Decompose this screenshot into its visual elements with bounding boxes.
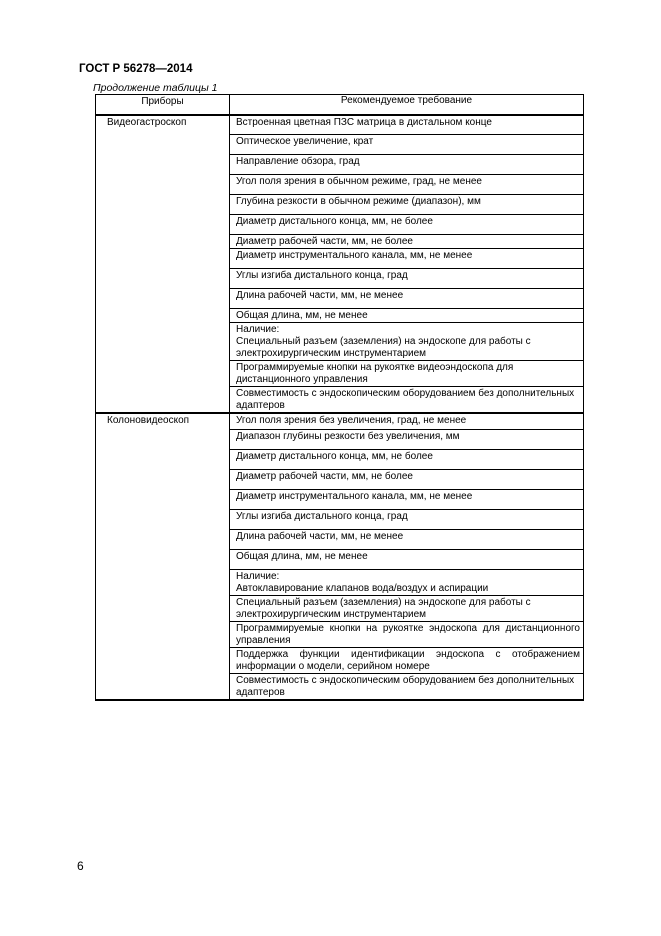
table-continuation-caption: Продолжение таблицы 1 bbox=[93, 82, 218, 94]
requirement-cell: Углы изгиба дистального конца, град bbox=[230, 509, 584, 529]
requirement-cell: Угол поля зрения в обычном режиме, град, не менее bbox=[230, 175, 584, 195]
requirement-cell: Длина рабочей части, мм, не менее bbox=[230, 529, 584, 549]
column-header-requirement: Рекомендуемое требование bbox=[230, 95, 584, 115]
requirement-cell: Программируемые кнопки на рукоятке видеоэндоскопа для дистанционного управления bbox=[230, 361, 584, 387]
column-header-devices: Приборы bbox=[96, 95, 230, 115]
device-name-videogastroscope: Видеогастроскоп bbox=[96, 115, 230, 414]
requirement-cell: Угол поля зрения без увеличения, град, не менее bbox=[230, 413, 584, 429]
requirement-cell: Оптическое увеличение, крат bbox=[230, 135, 584, 155]
table-row bbox=[96, 413, 584, 429]
requirement-cell: Специальный разъем (заземления) на эндоскопе для работы с электрохирургическим инструментарием bbox=[230, 595, 584, 621]
requirement-cell: Общая длина, мм, не менее bbox=[230, 309, 584, 323]
requirement-cell: Программируемые кнопки на рукоятке эндоскопа для дистанционного управления bbox=[230, 621, 584, 647]
table-row bbox=[96, 115, 584, 135]
requirement-cell: Диаметр инструментального канала, мм, не менее bbox=[230, 489, 584, 509]
requirement-cell: Наличие: Специальный разъем (заземления) на эндоскопе для работы с электрохирургическим инструментарием bbox=[230, 323, 584, 361]
requirement-cell: Диаметр рабочей части, мм, не более bbox=[230, 235, 584, 249]
requirement-cell: Общая длина, мм, не менее bbox=[230, 549, 584, 569]
requirement-cell: Совместимость с эндоскопическим оборудованием без дополнительных адаптеров bbox=[230, 387, 584, 414]
requirement-cell: Диаметр рабочей части, мм, не более bbox=[230, 469, 584, 489]
requirement-cell: Направление обзора, град bbox=[230, 155, 584, 175]
requirement-cell: Наличие: Автоклавирование клапанов вода/воздух и аспирации bbox=[230, 569, 584, 595]
requirement-cell: Поддержка функции идентификации эндоскопа с отображением информации о модели, серийном номере bbox=[230, 647, 584, 673]
requirement-cell: Диаметр дистального конца, мм, не более bbox=[230, 449, 584, 469]
page-number: 6 bbox=[77, 859, 84, 873]
requirement-cell: Совместимость с эндоскопическим оборудованием без дополнительных адаптеров bbox=[230, 673, 584, 700]
requirement-cell: Длина рабочей части, мм, не менее bbox=[230, 289, 584, 309]
requirement-cell: Глубина резкости в обычном режиме (диапазон), мм bbox=[230, 195, 584, 215]
requirement-cell: Диаметр инструментального канала, мм, не менее bbox=[230, 249, 584, 269]
requirements-table bbox=[95, 94, 584, 701]
device-name-colonovideoscope: Колоновидеоскоп bbox=[96, 413, 230, 700]
requirement-cell: Диаметр дистального конца, мм, не более bbox=[230, 215, 584, 235]
requirement-cell: Встроенная цветная ПЗС матрица в дистальном конце bbox=[236, 116, 492, 128]
table-header-row bbox=[96, 95, 584, 115]
requirement-cell: Диапазон глубины резкости без увеличения, мм bbox=[230, 429, 584, 449]
document-code: ГОСТ Р 56278—2014 bbox=[79, 63, 193, 75]
requirement-cell: Углы изгиба дистального конца, град bbox=[230, 269, 584, 289]
